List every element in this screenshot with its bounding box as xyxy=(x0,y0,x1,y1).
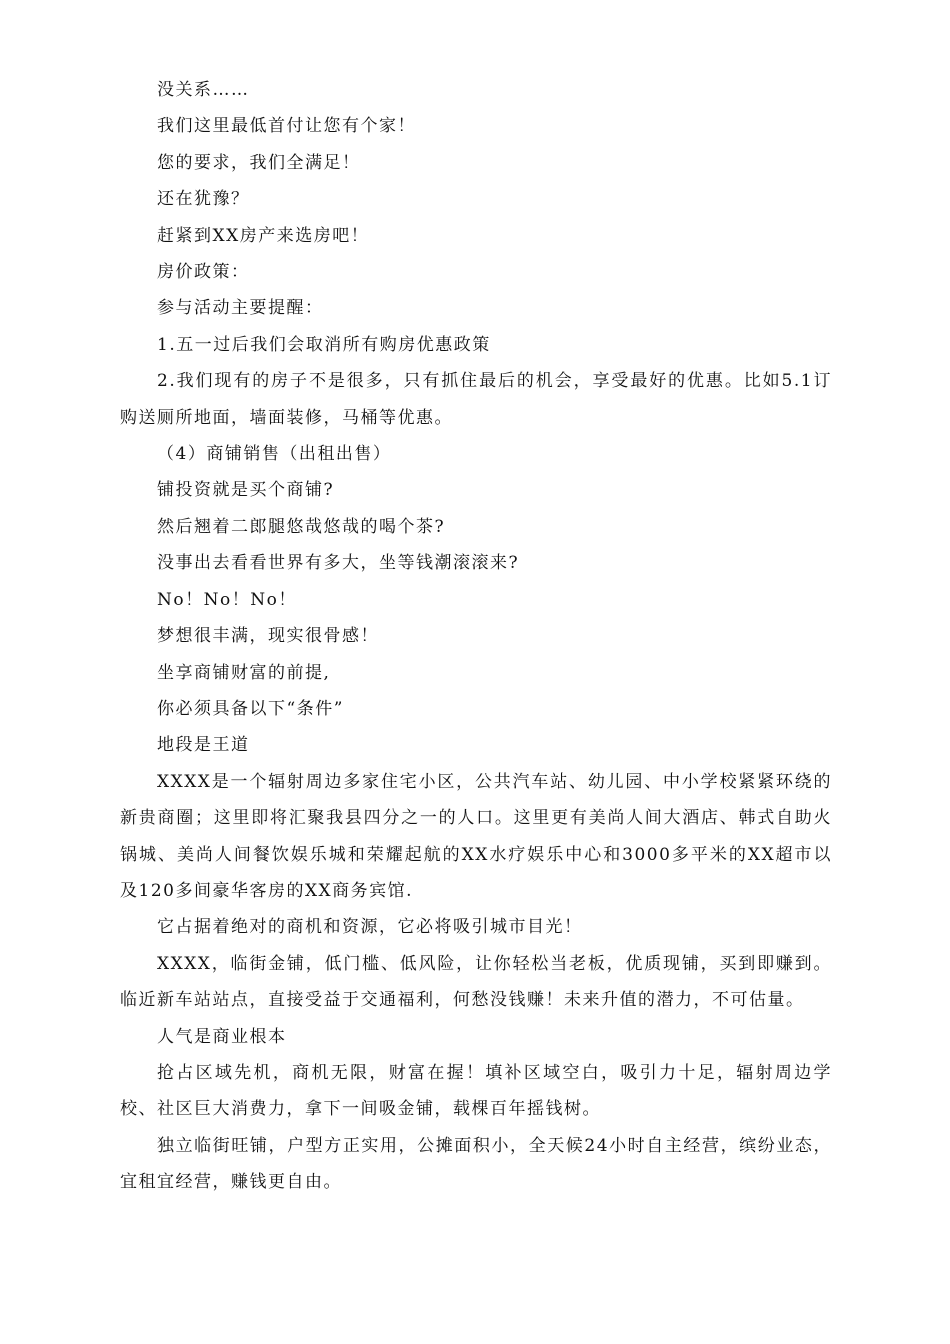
paragraph: 赶紧到XX房产来选房吧！ xyxy=(157,225,370,246)
paragraph: 还在犹豫？ xyxy=(157,189,250,210)
paragraph: 参与活动主要提醒： xyxy=(157,298,324,319)
paragraph: 独立临街旺铺，户型方正实用，公摊面积小，全天候24小时自主经营，缤纷业态，宜租宜经营，赚钱更自由。 xyxy=(120,1135,832,1193)
paragraph: XXXX，临街金铺，低门槛、低风险，让你轻松当老板，优质现铺，买到即赚到。临近新车站站点，直接受益于交通福利，何愁没钱赚！未来升值的潜力，不可估量。 xyxy=(120,953,832,1011)
paragraph: 房价政策： xyxy=(157,262,250,283)
paragraph: 坐享商铺财富的前提, xyxy=(157,662,331,683)
paragraph: 它占据着绝对的商机和资源，它必将吸引城市目光！ xyxy=(157,917,583,938)
paragraph: 您的要求，我们全满足！ xyxy=(157,152,361,173)
paragraph: 没事出去看看世界有多大，坐等钱潮滚滚来? xyxy=(157,553,520,574)
subheading: 人气是商业根本 xyxy=(157,1026,287,1047)
list-item: 1.五一过后我们会取消所有购房优惠政策 xyxy=(157,334,491,355)
paragraph: 然后翘着二郎腿悠哉悠哉的喝个茶? xyxy=(157,516,446,537)
list-item: 2.我们现有的房子不是很多，只有抓住最后的机会，享受最好的优惠。比如5.1订购送厕所地面，墙面装修，马桶等优惠。 xyxy=(120,371,832,428)
paragraph: No！No！No！ xyxy=(157,589,297,610)
paragraph: 铺投资就是买个商铺? xyxy=(157,480,335,501)
paragraph: 没关系…… xyxy=(157,80,250,100)
paragraph: 我们这里最低首付让您有个家！ xyxy=(157,116,416,137)
paragraph: 梦想很丰满，现实很骨感！ xyxy=(157,626,379,647)
subheading: 地段是王道 xyxy=(157,735,250,756)
paragraph: XXXX是一个辐射周边多家住宅小区，公共汽车站、幼儿园、中小学校紧紧环绕的新贵商圈；这里即将汇聚我县四分之一的人口。这里更有美尚人间大酒店、韩式自助火锅城、美尚人间餐饮娱乐城和荣耀起航的XX水疗娱乐中心和3000多平米的XX超市以及120多间豪华客房的XX商务宾馆. xyxy=(120,771,832,901)
document-body xyxy=(120,72,832,1201)
paragraph: 抢占区域先机，商机无限，财富在握！填补区域空白，吸引力十足，辐射周边学校、社区巨大消费力，拿下一间吸金铺，载棵百年摇钱树。 xyxy=(120,1062,832,1120)
section-heading: （4）商铺销售（出租出售） xyxy=(157,444,392,465)
paragraph: 你必须具备以下“条件” xyxy=(157,698,344,719)
